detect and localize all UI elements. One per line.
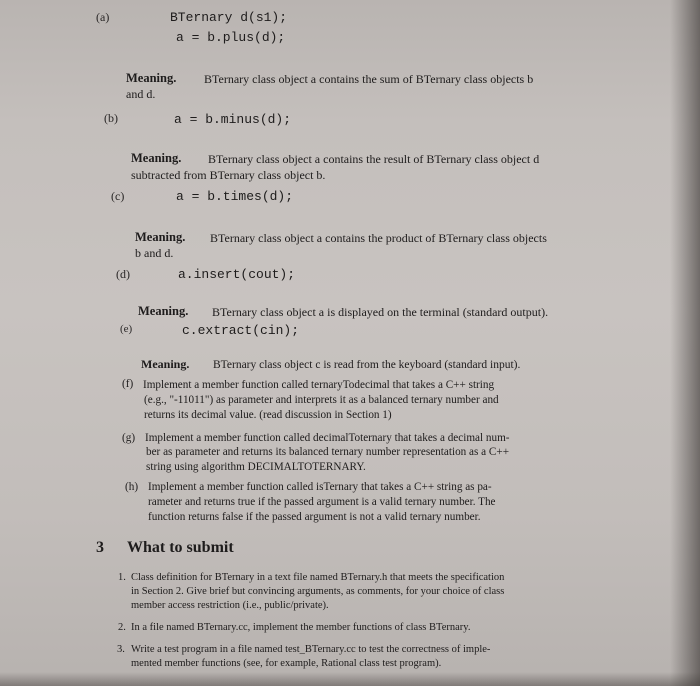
item-label-f: (f) [122, 378, 134, 390]
item-label-d: (d) [116, 267, 130, 281]
meaning-a-kw: Meaning. [126, 71, 177, 85]
meaning-c-kw: Meaning. [135, 230, 186, 244]
item-f-line1: Implement a member function called ternaryTodecimal that takes a C++ string [143, 379, 495, 391]
item-label-g: (g) [122, 432, 136, 444]
submit-1-line3: member access restriction (i.e., public/private). [131, 600, 329, 611]
item-g-line3: string using algorithm DECIMALTOTERNARY. [146, 461, 366, 473]
code-d: a.insert(cout); [178, 267, 296, 282]
meaning-b-kw: Meaning. [131, 151, 182, 165]
submit-num-1: 1. [118, 572, 126, 583]
submit-1-line1: Class definition for BTernary in a text file named BTernary.h that meets the specification [131, 572, 505, 583]
submit-3-line1: Write a test program in a file named test_BTernary.cc to test the correctness of imple- [131, 644, 491, 655]
meaning-c-line1: BTernary class object a contains the product of BTernary class objects [210, 231, 547, 245]
item-label-b: (b) [104, 111, 118, 125]
submit-2-line1: In a file named BTernary.cc, implement the member functions of class BTernary. [131, 622, 471, 633]
meaning-d-line1: BTernary class object a is displayed on the terminal (standard output). [212, 305, 549, 319]
meaning-d-kw: Meaning. [138, 304, 189, 318]
code-a-1: BTernary d(s1); [170, 10, 288, 25]
meaning-e-line1: BTernary class object c is read from the keyboard (standard input). [213, 359, 521, 371]
submit-3-line2: mented member functions (see, for example, Rational class test program). [131, 658, 442, 669]
item-h-line3: function returns false if the passed argument is not a valid ternary number. [148, 511, 481, 523]
item-label-a: (a) [96, 10, 110, 24]
submit-num-3: 3. [117, 644, 125, 655]
meaning-a-line1: BTernary class object a contains the sum of BTernary class objects b [204, 72, 534, 86]
meaning-e-kw: Meaning. [141, 357, 190, 371]
item-f-line3: returns its decimal value. (read discussion in Section 1) [144, 409, 392, 421]
page-edge-shadow [670, 0, 700, 686]
item-f-line2: (e.g., "-11011") as parameter and interprets it as a balanced ternary number and [144, 394, 499, 406]
section-number: 3 [96, 539, 104, 556]
meaning-b-line2: subtracted from BTernary class object b. [131, 168, 326, 182]
item-label-c: (c) [111, 189, 125, 203]
item-g-line2: ber as parameter and returns its balanced ternary number representation as a C++ [146, 446, 510, 458]
item-g-line1: Implement a member function called decimalToternary that takes a decimal num- [145, 432, 510, 444]
code-b: a = b.minus(d); [174, 112, 292, 127]
item-h-line2: rameter and returns true if the passed argument is a valid ternary number. The [148, 496, 496, 508]
submit-num-2: 2. [118, 622, 126, 633]
section-title: What to submit [127, 539, 234, 556]
item-label-h: (h) [125, 481, 139, 493]
meaning-c-line2: b and d. [135, 246, 174, 260]
submit-1-line2: in Section 2. Give brief but convincing arguments, as comments, for your choice of class [131, 586, 505, 597]
item-h-line1: Implement a member function called isTernary that takes a C++ string as pa- [148, 481, 492, 493]
meaning-a-line2: and d. [126, 87, 156, 101]
meaning-b-line1: BTernary class object a contains the result of BTernary class object d [208, 152, 540, 166]
page-bottom-shadow [0, 672, 700, 686]
code-a-2: a = b.plus(d); [176, 30, 286, 45]
item-label-e: (e) [120, 323, 133, 335]
code-e: c.extract(cin); [182, 323, 300, 338]
code-c: a = b.times(d); [176, 189, 294, 204]
